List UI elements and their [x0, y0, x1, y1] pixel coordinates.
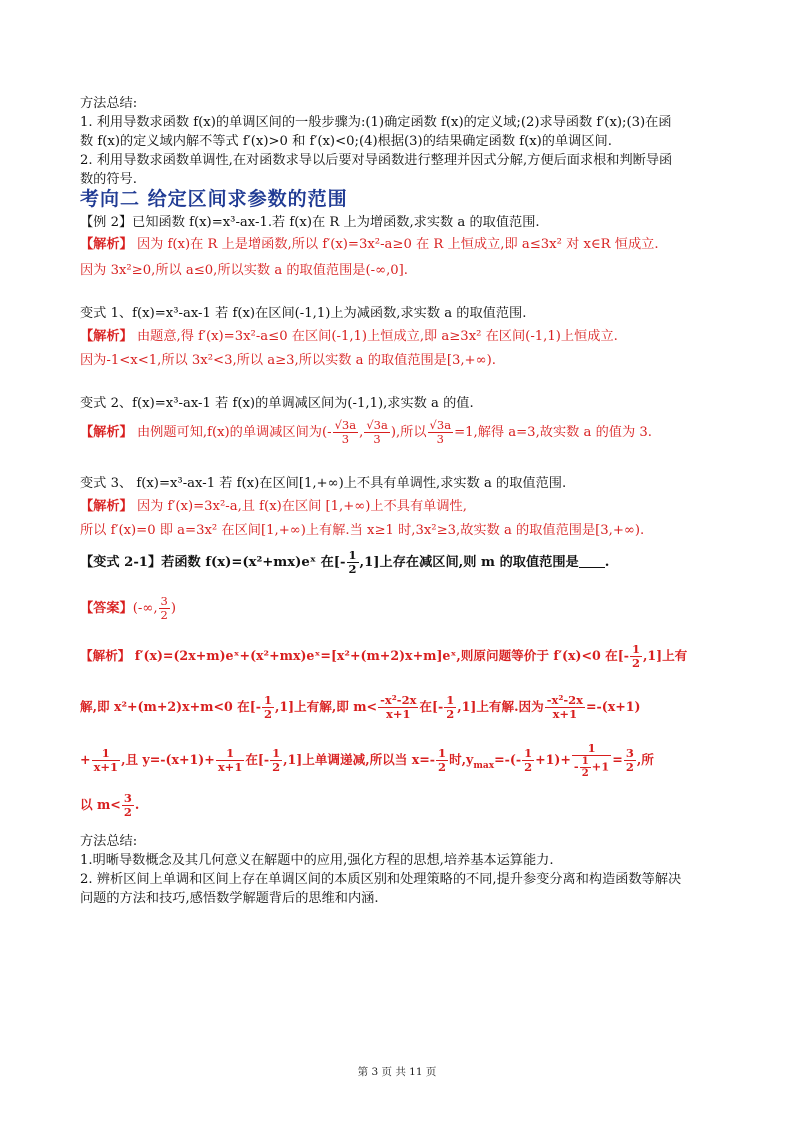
solution-text: 以 m<	[80, 797, 121, 812]
fraction-numerator: 3	[160, 594, 168, 608]
fraction	[92, 747, 121, 774]
page-footer: 第 3 页 共 11 页	[357, 1066, 437, 1078]
solution-text: 在[-	[245, 752, 270, 767]
fraction-numerator: 1	[446, 693, 455, 707]
fraction-denominator: 2	[160, 608, 168, 622]
fraction	[436, 747, 448, 774]
fraction	[624, 747, 636, 774]
variant-2-1-solution-line	[80, 790, 139, 820]
variant-3-solution-line: 所以 f′(x)=0 即 a=3x² 在区间[1,+∞)上有解.当 x≥1 时,3x²≥3,故实数 a 的取值范围是[3,+∞).	[80, 523, 645, 538]
answer-tag: 【答案】	[80, 601, 133, 616]
fraction	[428, 419, 454, 446]
solution-text: =	[612, 752, 623, 767]
variant-2-1-question	[80, 548, 609, 578]
variant-1-solution	[80, 329, 618, 345]
fraction	[122, 792, 134, 819]
fraction-denominator: 3	[373, 432, 381, 446]
nested-fraction	[572, 742, 611, 779]
summary-line: 数 f(x)的定义域内解不等式 f′(x)>0 和 f′(x)<0;(4)根据(3)的结果确定函数 f(x)的单调区间.	[80, 134, 612, 149]
summary-line: 数的符号.	[80, 172, 137, 187]
solution-text: 因为 f′(x)=3x²-a,且 f(x)在区间 [1,+∞)上不具有单调性,	[132, 499, 467, 514]
fraction-numerator: 1	[631, 642, 640, 656]
solution-tag: 【解析】	[80, 648, 131, 663]
fraction-numerator: -x²-2x	[380, 693, 417, 707]
solution-text: ,且 y=-(x+1)+	[121, 752, 215, 767]
fraction-numerator: 1	[263, 693, 272, 707]
fraction-numerator: 1	[348, 548, 357, 562]
fraction	[270, 747, 282, 774]
fraction	[545, 694, 585, 721]
summary-line: 2. 利用导数求函数单调性,在对函数求导以后要对导函数进行整理并因式分解,方便后面求根和判断导函	[80, 153, 673, 168]
variant-1-question: 变式 1、f(x)=x³-ax-1 若 f(x)在区间(-1,1)上为减函数,求实数 a 的取值范围.	[80, 306, 527, 321]
solution-text: ,1]上有解.因为	[457, 699, 544, 714]
solution-text: 因为 f(x)在 R 上是增函数,所以 f′(x)=3x²-a≥0 在 R 上恒成立,即 a≤3x² 对 x∈R 恒成立.	[132, 237, 659, 252]
fraction	[580, 756, 591, 779]
question-text: ,1]上存在减区间,则 m 的取值范围是	[359, 555, 579, 570]
solution-text: 时,y	[449, 752, 474, 767]
variant-3-solution	[80, 499, 467, 515]
solution-text: =1,解得 a=3,故实数 a 的值为 3.	[454, 425, 652, 440]
fraction	[216, 747, 245, 774]
question-text: .	[604, 555, 610, 570]
variant-2-1-solution-line	[80, 738, 654, 788]
fraction	[444, 694, 456, 721]
fraction-numerator: 1	[524, 746, 533, 760]
variant-2-solution	[80, 418, 652, 448]
fraction-denominator: 3	[341, 432, 350, 446]
answer-text: (-∞,	[132, 601, 158, 616]
summary-line: 1. 利用导数求函数 f(x)的单调区间的一般步骤为:(1)确定函数 f(x)的定义域;(2)求导函数 f′(x);(3)在函	[80, 115, 672, 130]
fraction-denominator: x+1	[386, 707, 411, 721]
solution-text: ,1]上有	[642, 648, 688, 663]
fraction-numerator: √3a	[334, 418, 357, 432]
example-2-solution-line: 因为 3x²≥0,所以 a≤0,所以实数 a 的取值范围是(-∞,0].	[80, 263, 408, 278]
fraction-numerator: √3a	[429, 418, 452, 432]
variant-3-question: 变式 3、 f(x)=x³-ax-1 若 f(x)在区间[1,+∞)上不具有单调性,求实数 a 的取值范围.	[80, 476, 567, 491]
fraction-numerator: -x²-2x	[546, 693, 583, 707]
fraction-denominator: 3	[436, 432, 444, 446]
solution-text: +	[80, 752, 91, 767]
solution-text: =-(x+1)	[585, 699, 641, 714]
solution-tag: 【解析】	[80, 499, 133, 514]
fraction-denominator: 2	[263, 707, 272, 721]
solution-text: ,	[359, 425, 364, 440]
summary-heading: 方法总结:	[80, 96, 138, 111]
section-title: 考向二 给定区间求参数的范围	[80, 188, 348, 210]
solution-text: ,1]上单调递减,所以当 x=-	[283, 752, 436, 767]
summary-heading: 方法总结:	[80, 834, 138, 849]
solution-tag: 【解析】	[80, 425, 133, 440]
solution-text: -	[573, 759, 579, 774]
fraction-denominator: 2	[625, 760, 634, 774]
question-text: 【变式 2-1】若函数 f(x)=(x²+mx)eˣ 在[-	[80, 555, 346, 570]
fraction-numerator: 3	[123, 791, 132, 805]
fraction-denominator: 2	[446, 707, 455, 721]
example-2-question: 【例 2】已知函数 f(x)=x³-ax-1.若 f(x)在 R 上为增函数,求实数 a 的取值范围.	[80, 215, 540, 230]
fraction-denominator: x+1	[93, 760, 119, 774]
fraction-numerator: 1	[581, 756, 589, 767]
summary-line: 问题的方法和技巧,感悟数学解题背后的思维和内涵.	[80, 891, 379, 906]
solution-text: f′(x)=(2x+m)eˣ+(x²+mx)eˣ=[x²+(m+2)x+m]eˣ,则原问题等价于 f′(x)<0 在[-	[130, 648, 629, 663]
solution-tag: 【解析】	[80, 329, 133, 344]
fraction-denominator: x+1	[552, 707, 578, 721]
solution-text: ,1]上有解,即 m<	[274, 699, 378, 714]
solution-text: ),所以	[390, 425, 427, 440]
fraction-numerator: 3	[625, 746, 634, 760]
fraction-numerator: 1	[92, 747, 121, 761]
solution-text: +1	[591, 759, 610, 774]
solution-text: ,所	[636, 752, 654, 767]
solution-text: =-(-	[494, 752, 522, 767]
subscript: max	[473, 761, 495, 771]
fraction-denominator: 2	[631, 656, 640, 670]
fraction-denominator: 2	[438, 760, 447, 774]
variant-2-1-solution-line	[80, 690, 641, 724]
summary-line: 2. 辨析区间上单调和区间上存在单调区间的本质区别和处理策略的不同,提升参变分离和构造函数等解决	[80, 872, 682, 887]
fraction-denominator: 2	[581, 768, 589, 779]
example-2-solution	[80, 237, 659, 253]
solution-text: 在[-	[419, 699, 444, 714]
variant-2-question: 变式 2、f(x)=x³-ax-1 若 f(x)的单调减区间为(-1,1),求实数 a 的值.	[80, 396, 474, 411]
solution-tag: 【解析】	[80, 237, 133, 252]
solution-text: 解,即 x²+(m+2)x+m<0 在[-	[80, 699, 261, 714]
fraction	[364, 419, 390, 446]
variant-2-1-solution	[80, 641, 687, 671]
fraction-numerator: 1	[216, 747, 245, 761]
fraction	[378, 694, 418, 721]
fraction-numerator: 1	[438, 746, 447, 760]
fraction	[159, 595, 170, 622]
answer-text: )	[170, 601, 177, 616]
solution-text: 由例题可知,f(x)的单调减区间为(-	[132, 425, 332, 440]
fraction-denominator	[572, 756, 611, 779]
fraction-denominator: 2	[524, 760, 533, 774]
solution-text: .	[134, 797, 140, 812]
answer-blank	[579, 555, 605, 568]
fraction	[522, 747, 534, 774]
variant-1-solution-line: 因为-1<x<1,所以 3x²<3,所以 a≥3,所以实数 a 的取值范围是[3,+∞).	[80, 353, 496, 368]
solution-text: +1)+	[535, 752, 571, 767]
fraction-numerator: 1	[272, 746, 281, 760]
summary-line: 1.明晰导数概念及其几何意义在解题中的应用,强化方程的思想,培养基本运算能力.	[80, 853, 554, 868]
fraction-denominator: x+1	[217, 760, 243, 774]
fraction-denominator: 2	[272, 760, 281, 774]
fraction-numerator: 1	[572, 742, 611, 756]
fraction	[262, 694, 274, 721]
fraction-denominator: 2	[348, 562, 357, 576]
fraction-numerator: √3a	[366, 418, 388, 432]
fraction	[333, 419, 359, 446]
fraction	[630, 643, 642, 670]
variant-2-1-answer	[80, 594, 176, 624]
solution-text: 由题意,得 f′(x)=3x²-a≤0 在区间(-1,1)上恒成立,即 a≥3x² 在区间(-1,1)上恒成立.	[132, 329, 618, 344]
fraction-denominator: 2	[123, 805, 132, 819]
fraction	[347, 549, 359, 576]
